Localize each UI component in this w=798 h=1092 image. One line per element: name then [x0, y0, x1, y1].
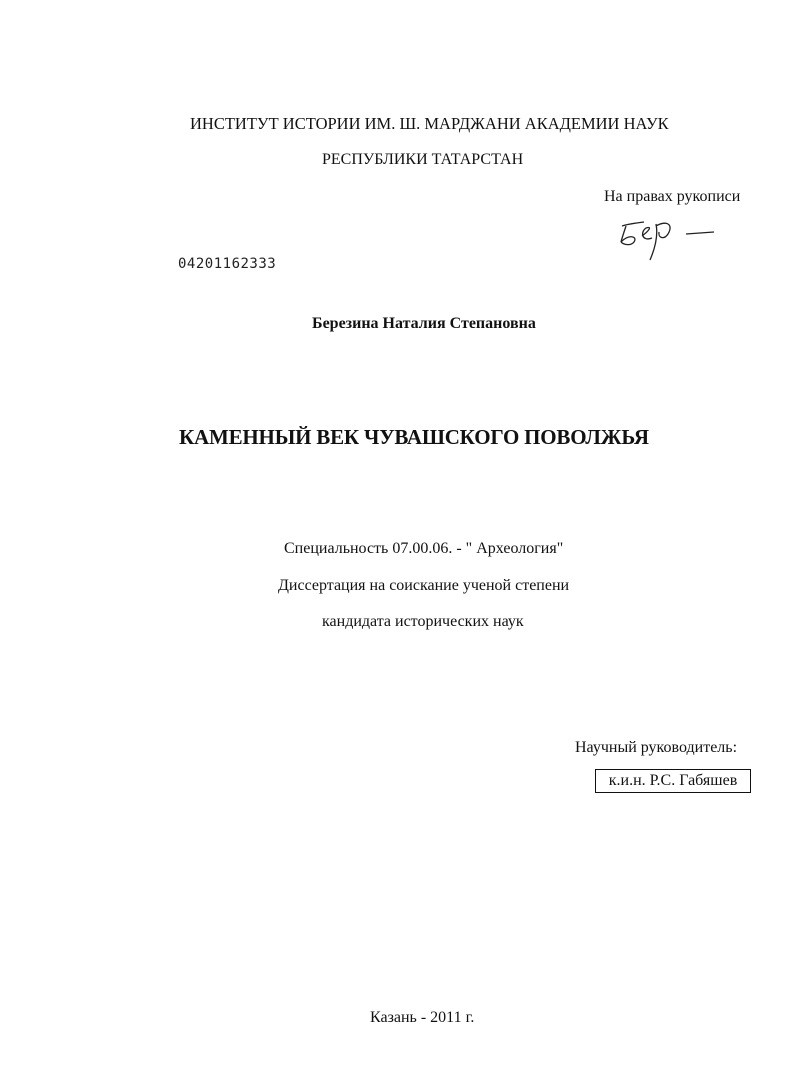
document-code: 04201162333	[178, 256, 277, 272]
advisor-label: Научный руководитель:	[575, 739, 738, 756]
author-name: Березина Наталия Степановна	[312, 315, 536, 332]
specialty-line: Специальность 07.00.06. - " Археология"	[284, 540, 564, 557]
institute-name-line2: РЕСПУБЛИКИ ТАТАРСТАН	[322, 151, 524, 168]
place-and-year: Казань - 2011 г.	[370, 1009, 475, 1026]
institute-name-line1: ИНСТИТУТ ИСТОРИИ ИМ. Ш. МАРДЖАНИ АКАДЕМИИ НАУК	[190, 114, 669, 133]
manuscript-rights-note: На правах рукописи	[604, 188, 741, 205]
handwritten-signature	[612, 212, 722, 262]
dissertation-title: КАМЕННЫЙ ВЕК ЧУВАШСКОГО ПОВОЛЖЬЯ	[179, 425, 649, 449]
dissertation-degree-line2: кандидата исторических наук	[322, 613, 524, 630]
advisor-name-box: к.и.н. Р.С. Габяшев	[595, 769, 751, 793]
dissertation-degree-line1: Диссертация на соискание ученой степени	[278, 577, 570, 594]
